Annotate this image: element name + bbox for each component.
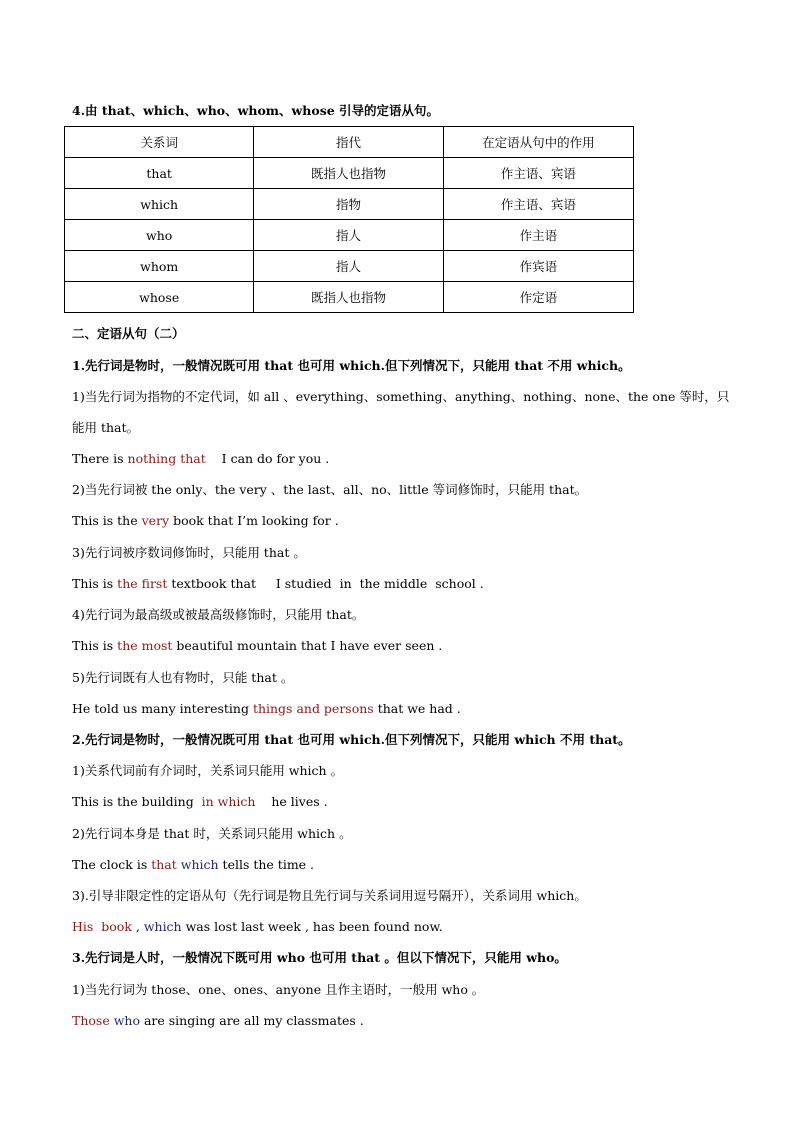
example-highlight: who — [109, 1013, 140, 1028]
example-text: I can do for you . — [205, 451, 330, 466]
rule-2-heading: 2.先行词是物时，一般情况既可用 that 也可用 which.但下列情况下，只能用 which 不用 that。 — [72, 732, 631, 747]
rule-1-item-3: 3)先行词被序数词修饰时，只能用 that 。 — [72, 545, 306, 560]
example-highlight: very — [141, 513, 170, 528]
table-header-cell: 在定语从句中的作用 — [443, 127, 633, 158]
example-9 — [72, 1013, 732, 1029]
table-cell: whose — [65, 282, 254, 313]
example-highlight: the most — [117, 638, 173, 653]
section-title: 二、定语从句（二） — [72, 326, 185, 341]
rule-1-item-4: 4)先行词为最高级或被最高级修饰时，只能用 that。 — [72, 607, 365, 622]
table-cell: 作定语 — [443, 282, 633, 313]
example-1 — [72, 451, 732, 467]
example-highlight: that — [151, 857, 177, 872]
table-cell: 既指人也指物 — [254, 158, 443, 189]
rule-2-item-1: 1)关系代词前有介词时，关系词只能用 which 。 — [72, 763, 344, 778]
example-text: are singing are all my classmates . — [139, 1013, 364, 1028]
table-header-cell: 指代 — [254, 127, 443, 158]
table-cell: 作主语、宾语 — [443, 189, 633, 220]
example-text: The clock is — [72, 857, 152, 872]
example-text: that we had . — [373, 701, 461, 716]
rule-3-item-1: 1)当先行词为 those、one、ones、anyone 且作主语时，一般用 who 。 — [72, 982, 485, 997]
example-text: This is — [72, 638, 118, 653]
heading-4: 4.由 that、which、who、whom、whose 引导的定语从句。 — [72, 103, 440, 118]
table-header-row — [65, 127, 634, 158]
example-7 — [72, 857, 732, 873]
table-row — [65, 220, 634, 251]
rule-2-item-2: 2)先行词本身是 that 时，关系词只能用 which 。 — [72, 826, 352, 841]
example-text: book that I’m looking for . — [169, 513, 339, 528]
example-5 — [72, 701, 732, 717]
table-row — [65, 251, 634, 282]
table-header-cell: 关系词 — [65, 127, 254, 158]
example-2 — [72, 513, 732, 529]
example-text: was lost last week , has been found now. — [181, 919, 443, 934]
rule-1-item-1: 1)当先行词为指物的不定代词，如 all 、everything、something、anything、nothing、none、the one 等时，只能用 that。 — [72, 389, 730, 435]
table-cell: 作主语 — [443, 220, 633, 251]
example-text: , — [131, 919, 144, 934]
example-3 — [72, 576, 732, 592]
example-text: He told us many interesting — [72, 701, 253, 716]
table-row — [65, 282, 634, 313]
example-text: textbook that I studied in the middle school . — [167, 576, 484, 591]
table-cell: 作主语、宾语 — [443, 158, 633, 189]
rule-1-item-5: 5)先行词既有人也有物时，只能 that 。 — [72, 670, 294, 685]
table-cell: whom — [65, 251, 254, 282]
example-text: This is the — [72, 513, 142, 528]
example-highlight: His book — [72, 919, 132, 934]
rule-1-heading: 1.先行词是物时，一般情况既可用 that 也可用 which.但下列情况下，只能用 that 不用 which。 — [72, 358, 631, 373]
example-text: This is — [72, 576, 118, 591]
example-6 — [72, 794, 732, 810]
table-cell: 既指人也指物 — [254, 282, 443, 313]
table-cell: that — [65, 158, 254, 189]
rule-3-heading: 3.先行词是人时，一般情况下既可用 who 也可用 that 。但以下情况下，只能用 who。 — [72, 950, 567, 965]
example-highlight: nothing that — [127, 451, 206, 466]
table-cell: 指物 — [254, 189, 443, 220]
example-text: This is the building — [72, 794, 202, 809]
example-text: tells the time . — [218, 857, 315, 872]
example-highlight: which — [180, 857, 219, 872]
table-row — [65, 158, 634, 189]
example-4 — [72, 638, 732, 654]
table-cell: who — [65, 220, 254, 251]
table-cell: which — [65, 189, 254, 220]
example-highlight: which — [143, 919, 182, 934]
table-cell: 作宾语 — [443, 251, 633, 282]
example-text: beautiful mountain that I have ever seen . — [172, 638, 443, 653]
example-text: There is — [72, 451, 128, 466]
example-text: he lives . — [255, 794, 328, 809]
rule-1-item-2: 2)当先行词被 the only、the very 、the last、all、no、little 等词修饰时，只能用 that。 — [72, 482, 588, 497]
rule-2-item-3: 3).引导非限定性的定语从句（先行词是物且先行词与关系词用逗号隔开），关系词用 which。 — [72, 888, 587, 903]
example-highlight: in which — [201, 794, 256, 809]
table-row — [65, 189, 634, 220]
table-cell: 指人 — [254, 251, 443, 282]
example-highlight: things and persons — [252, 701, 374, 716]
table-cell: 指人 — [254, 220, 443, 251]
relative-pronoun-table — [64, 126, 634, 313]
example-8 — [72, 919, 732, 935]
example-highlight: the first — [117, 576, 168, 591]
example-highlight: Those — [72, 1013, 110, 1028]
